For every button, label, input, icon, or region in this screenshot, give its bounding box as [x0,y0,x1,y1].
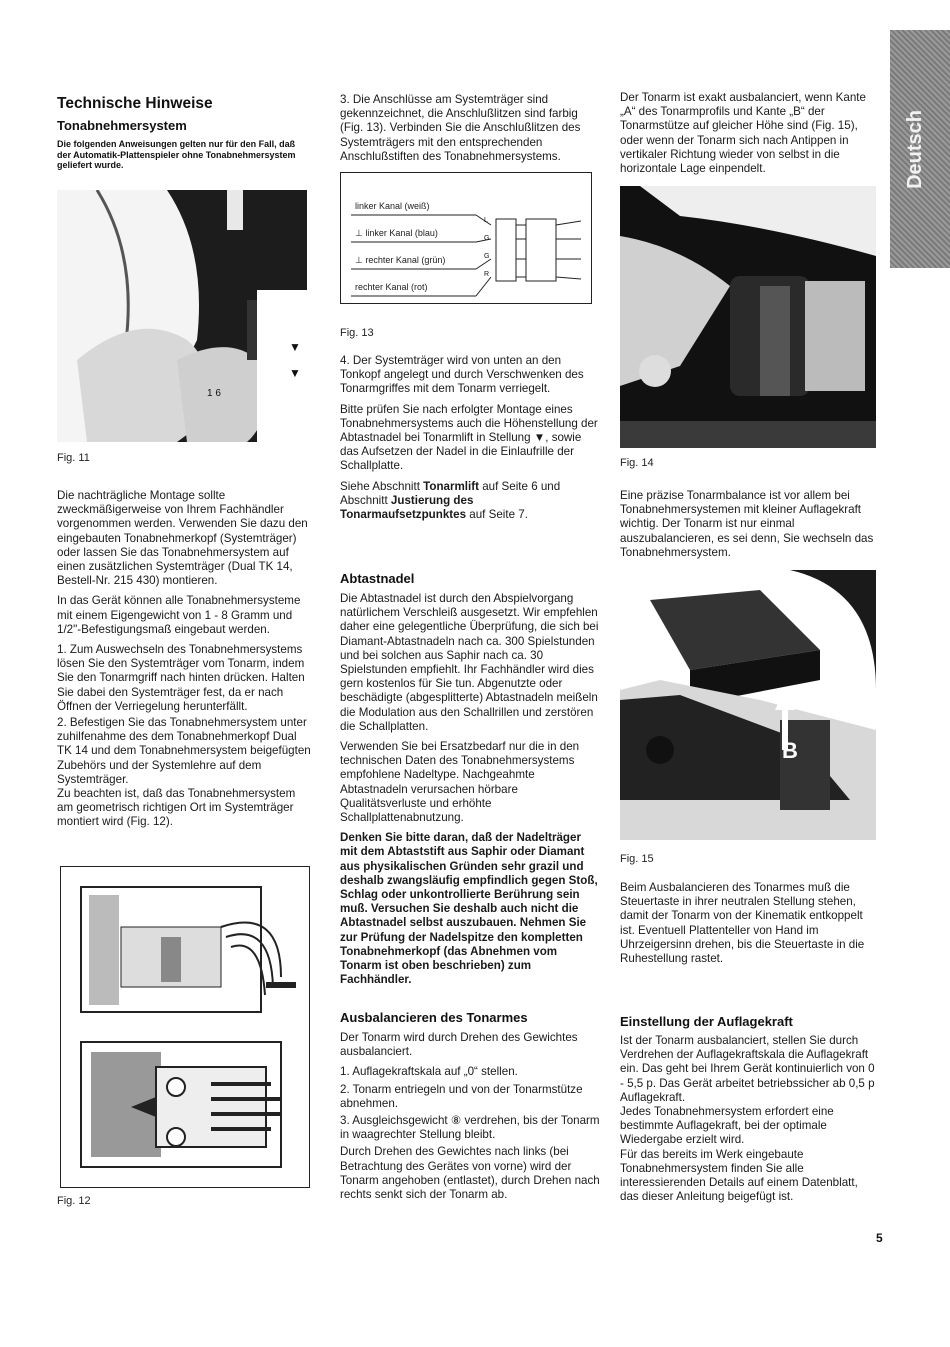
section-heading-abtastnadel: Abtastnadel [340,571,415,586]
pin-label-L: L [484,217,488,224]
fig13-wiring-diagram [340,172,592,304]
pin-label-R: R [484,271,490,278]
paragraph: Jedes Tonabnehmersystem erfordert eine bestimmte Auflagekraft, bei der optimale Wiedergabe erzielt wird. [620,1105,834,1147]
page-number: 5 [876,1231,883,1245]
section-heading-auflagekraft: Einstellung der Auflagekraft [620,1014,793,1029]
side-tab-label: Deutsch [904,110,926,189]
paragraph: 4. Der Systemträger wird von unten an den Tonkopf angelegt und durch Verschwenken des Tonarmgriffes mit dem Tonarm verriegelt. [340,354,584,396]
col3-intro: Der Tonarm ist exakt ausbalanciert, wenn Kante „A“ des Tonarmprofils und Kante „B“ der Tonarmstütze auf gleicher Höhe sind (Fig. 15), oder wenn der Tonarm sich nach Antippen in vertikaler Richtung wieder von selbst in die horizontale Lage einpendelt. [620,91,866,176]
ref-tonarmlift: Tonarmlift [423,479,479,493]
col2-ausbal-body [340,1031,600,1202]
paragraph: 2. Befestigen Sie das Tonabnehmersystem unter zuhilfenahme des dem Tonabnehmerkopf Dual TK 14 und dem Tonabnehmersystem beigefügten Zubehörs und der Systemlehre auf dem Systemträger. [57,716,311,786]
paragraph: Durch Drehen des Gewichtes nach links (bei Betrachtung des Gerätes von vorne) wird der Tonarm angehoben (entlastet), durch Drehen nach rechts senkt sich der Tonarm ab. [340,1145,600,1202]
paragraph: Die nachträgliche Montage sollte zweckmäßigerweise von Ihrem Fachhändler vorgenommen werden. Verwenden Sie dazu den eingebauten Tonabnehmerkopf (Systemträger) oder lassen Sie das Tonabnehmersystem auf einen zusätzlichen Systemträger (Dual TK 14, Bestell-Nr. 215 430) montieren. [57,489,308,588]
col2-body [340,354,600,528]
fig13-caption: Fig. 13 [340,327,374,339]
paragraph: Für das bereits im Werk eingebaute Tonabnehmersystem finden Sie alle interessierenden Details auf einem Datenblatt, das dieser Anleitung beigefügt ist. [620,1147,858,1204]
col1-body [57,489,311,830]
fig15-edge-label-b: B [782,738,798,763]
paragraph: Verwenden Sie bei Ersatzbedarf nur die in den technischen Daten des Tonabnehmersystems empfohlene Nadeltype. Nachgeahmte Abtastnadeln verursachen hörbare Qualitätsverluste und erhöhte Schallplattenabnutzung. [340,740,580,825]
fig14-caption: Fig. 14 [620,457,654,469]
paragraph: Der Tonarm wird durch Drehen des Gewichtes ausbalanciert. [340,1031,578,1059]
col3-p2: Eine präzise Tonarmbalance ist vor allem bei Tonabnehmersystemen mit kleiner Auflagekraft wichtig. Der Tonarm ist nur einmal auszubalancieren, es sei denn, Sie wechseln das Tonabnehmersystem. [620,489,874,559]
wire-label-left-blue: ⊥ linker Kanal (blau) [355,228,438,238]
paragraph: 1. Zum Auswechseln des Tonabnehmersystems lösen Sie den Systemträger vom Tonarm, indem Sie den Tonarmgriff nach hinten drücken. Halten Sie dabei den Systemträger fest, da er nach Öffnen der Verriegelung herunterfällt. [57,643,305,713]
wire-label-left-white: linker Kanal (weiß) [355,201,430,211]
col2-abtast-body [340,592,600,987]
fig11-lift-mark-1: ▼ [289,340,301,354]
pin-label-G1: G [484,235,490,242]
fig11-caption: Fig. 11 [57,452,90,464]
text-span: auf Seite 6 und Abschnitt [340,479,561,507]
list-item: 3. Ausgleichsgewicht ⑧ verdrehen, bis der Tonarm in waagrechter Stellung bleibt. [340,1114,600,1142]
wire-label-right-red: rechter Kanal (rot) [355,282,428,292]
warning-paragraph: Denken Sie bitte daran, daß der Nadelträger mit dem Abtaststift aus Saphir oder Diamant aus physikalischen Gründen sehr grazil und deshalb zwangsläufig empfindlich gegen Stoß, Schlag oder unkontrollierte Berührung sein muß. Versuchen Sie deshalb auch nicht die Abtastnadel selbst auszubauen. Nehmen Sie zur Prüfung der Nadelspitze den kompletten Tonabnehmerkopf (das Abnehmen vom Tonarm ist oben beschrieben) zum Fachhändler. [340,831,598,987]
page-title: Technische Hinweise [57,95,213,112]
fig11-photo [57,190,307,442]
paragraph: Die Abtastnadel ist durch den Abspielvorgang natürlichem Verschleiß ausgesetzt. Wir empfehlen daher eine gelegentliche Überprüfung, die sich bei Diamant-Abtastnadeln nach ca. 300 Spielstunden und bei solchen aus Saphir nach ca. 30 Spielstunden empfiehlt. Ihr Fachhändler wird dies gern kostenlos für Sie tun. Abgenutzte oder beschädigte (abgesplitterte) Abtastnadeln meißeln die Modulation aus den Schallrillen und zerstören die Schallplatten. [340,592,599,733]
col2-intro: 3. Die Anschlüsse am Systemträger sind gekennzeichnet, die Anschlußlitzen sind farbig (Fig. 13). Verbinden Sie die Anschlußlitzen des Systemträgers mit den entsprechenden Anschlußstiften des Tonabnehmersystems. [340,93,581,163]
pin-label-G2: G [484,253,490,260]
paragraph: Ist der Tonarm ausbalanciert, stellen Sie durch Verdrehen der Auflagekraftskala die Auflagekraft ein. Das geht bei Ihrem Gerät kontinuierlich von 0 - 5,5 p. Das Gerät arbeitet betriebssicher ab 0,5 p Auflagekraft. [620,1034,875,1104]
paragraph-reference [340,480,600,523]
intro-note: Die folgenden Anweisungen gelten nur für den Fall, daß der Automatik-Plattenspieler ohne Tonabnehmersystem geliefert wurde. [57,139,296,170]
fig14-photo [620,186,876,448]
section-heading-tonabnehmersystem: Tonabnehmersystem [57,118,187,133]
ref-justierung: Justierung des Tonarmaufsetzpunktes [340,493,474,522]
fig11-lift-mark-2: ▼ [289,366,301,380]
col3-aufl-body [620,1034,876,1204]
fig12-caption: Fig. 12 [57,1195,91,1207]
language-side-tab [890,30,950,268]
col3-p3: Beim Ausbalancieren des Tonarmes muß die Steuertaste in ihrer neutralen Stellung stehen, damit der Tonarm von der Kinematik entkoppelt ist. Eventuell Plattenteller von Hand im Uhrzeigersinn drehen, bis die Steuertaste in die Ruhestellung rastet. [620,881,865,966]
fig15-photo [620,570,876,840]
paragraph: In das Gerät können alle Tonabnehmersysteme mit einem Eigengewicht von 1 - 8 Gramm und 1/2"-Befestigungsmaß eingebaut werden. [57,594,301,636]
paragraph: Bitte prüfen Sie nach erfolgter Montage eines Tonabnehmersystems auch die Höhenstellung der Abtastnadel bei Tonarmlift in Stellung ▼, sowie das Aufsetzen der Nadel in die Einlaufrille der Schallplatte. [340,402,598,473]
fig12-drawing [60,866,310,1188]
text-span: auf Seite 7. [466,508,528,522]
list-item: 2. Tonarm entriegeln und von der Tonarmstütze abnehmen. [340,1082,583,1110]
wire-label-right-green: ⊥ rechter Kanal (grün) [355,255,446,265]
list-item: 1. Auflagekraftskala auf „0“ stellen. [340,1065,518,1079]
fig11-number-label: 1 6 [207,388,221,399]
fig15-caption: Fig. 15 [620,853,654,865]
paragraph: Zu beachten ist, daß das Tonabnehmersystem am geometrisch richtigen Ort im Systemträger montiert wird (Fig. 12). [57,787,296,829]
section-heading-ausbalancieren: Ausbalancieren des Tonarmes [340,1010,528,1025]
text-span: Siehe Abschnitt [340,479,424,493]
